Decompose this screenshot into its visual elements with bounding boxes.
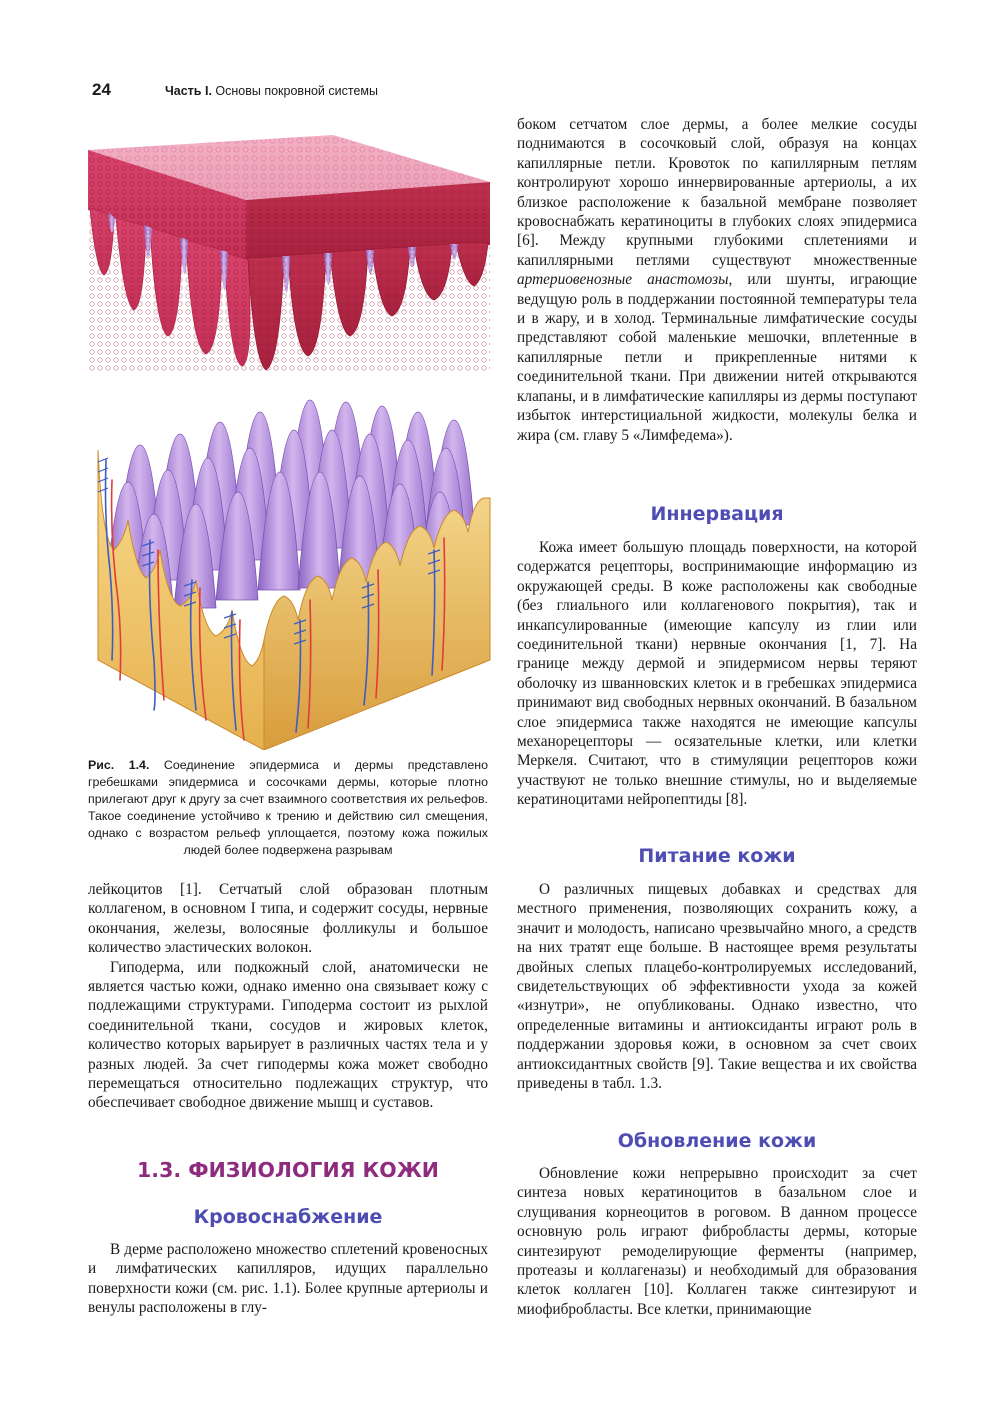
left-paragraph-1: лейкоцитов [1]. Сетчатый слой образован плотным коллагеном, в основном I типа, и содержит сосуды, нервные окончания, железы, волосяные фолликулы и большое количество эластических волокон. [88,881,488,957]
figure-caption [88,757,488,858]
innervation-text [517,538,917,810]
right-paragraph-1 [517,115,917,445]
page-number: 24 [92,80,111,99]
running-head-part: Часть I. [165,84,212,98]
right-paragraph-1-emphasis: артериовенозные анастомозы [517,271,729,289]
blood-supply-paragraph: В дерме расположено множество сплетений кровеносных и лимфатических капилляров, идущих параллельно поверхности кожи (см. рис. 1.1). Более крупные артериолы и венулы расположены в глу- [88,1241,488,1317]
nutrition-paragraph: О различных пищевых добавках и средствах для местного применения, позволяющих сохранить кожу, а значит и молодость, написано чрезвычайно много, а средств на них тратят еще больше. В настоящее время результаты двойных слепых плацебо-контролируемых исследований, свидетельствующих об эффективности ухода за кожей «изнутри», не опубликованы. Однако известно, что определенные витамины и антиоксиданты играют роль в поддержании здоровья кожи, в основном за счет своих антиоксидантных свойств [9]. Такие вещества и их свойства приведены в табл. 1.3. [517,881,917,1093]
blood-supply-text [88,1240,488,1318]
figure-caption-text: Соединение эпидермиса и дермы представлено гребешками эпидермиса и сосочками дермы, которые плотно прилегают друг к другу за счет взаимного соответствия их рельефов. Такое соединение устойчиво к трению и действию сил смещения, однако с возрастом рельеф уплощается, поэтому кожа пожилых людей более подвержена разрывам [88,758,488,857]
renewal-paragraph: Обновление кожи непрерывно происходит за счет синтеза новых кератиноцитов в базальном слое и слущивания корнеоцитов в роговом. В данном процессе основную роль играют фибробласты дермы, которые синтезируют ремоделирующие ферменты (например, протеазы и коллагеназы) и необходимый для образования клеток коллаген [10]. Коллаген также синтезируют и миофибробласты. Все клетки, принимающие [517,1165,917,1318]
renewal-text [517,1164,917,1319]
innervation-paragraph: Кожа имеет большую площадь поверхности, на которой содержатся рецепторы, воспринимающие информацию из окружающей среды. В коже расположены как свободные (без глиального или коллагенового покрытия), так и инкапсулированные (имеющие капсулу из глии или соединительной ткани) нервные окончания [1, 7]. На границе между дермой и эпидермисом нервы теряют оболочку из шванновских клеток и в гребешках эпидермиса принимают вид свободных нервных окончаний. В базальном слое эпидермиса также находятся не имеющие капсулы механорецепторы — осязательные клетки, или клетки Меркеля. Считают, что в стимуляции рецепторов кожи участвуют не только внешние стимулы, но и выделяемые кератиноцитами нейропептиды [8]. [517,539,917,809]
figure-svg [88,100,500,750]
heading-renewal: Обновление кожи [617,1130,817,1152]
figure-skin-illustration [88,100,500,750]
right-column-text [517,115,917,445]
running-head [165,84,378,98]
right-paragraph-1-part-b: , или шунты, играющие ведущую роль в поддержании постоянной температуры тела и в жару, и в холод. Терминальные лимфатические сосуды представляют собой маленькие мешочки, вплетенные в капиллярные петли и прикрепленные нитями к соединительной ткани. При движении нитей открываются клапаны, и в лимфатические капилляры из дермы поступают избыток интерстициальной жидкости, молекулы белка и жира (см. главу 5 «Лимфедема»). [517,271,917,444]
figure-caption-label: Рис. 1.4. [88,758,150,772]
heading-nutrition: Питание кожи [638,845,796,867]
section-heading: 1.3. ФИЗИОЛОГИЯ КОЖИ [137,1158,439,1182]
nutrition-text [517,880,917,1093]
right-paragraph-1-part-a: боком сетчатом слое дермы, а более мелкие сосуды поднимаются в сосочковый слой, образуя на концах капиллярные петли. Кровоток по капиллярным петлям контролируют хорошо иннервированные артериолы, а их близкое расположение к базальной мембране позволяет кровоснабжать кератиноциты в глубоких слоях эпидермиса [6]. Между крупными глубокими сплетениями и капиллярными петлями существуют множественные [517,116,917,269]
dermis-block [98,400,490,750]
left-paragraph-2: Гиподерма, или подкожный слой, анатомически не является частью кожи, однако именно она связывает кожу с подлежащими структурами. Гиподерма состоит из рыхлой соединительной ткани, сосудов и жировых клеток, количество которых варьирует в различных частях тела и у разных людей. За счет гиподермы кожа может свободно перемещаться относительно подлежащих структур, что обеспечивает свободное движение мышц и суставов. [88,958,488,1112]
running-head-title: Основы покровной системы [215,84,378,98]
left-column-text [88,880,488,1113]
epidermis-block [88,135,490,373]
heading-innervation: Иннервация [650,503,784,525]
heading-blood-supply: Кровоснабжение [193,1206,383,1228]
